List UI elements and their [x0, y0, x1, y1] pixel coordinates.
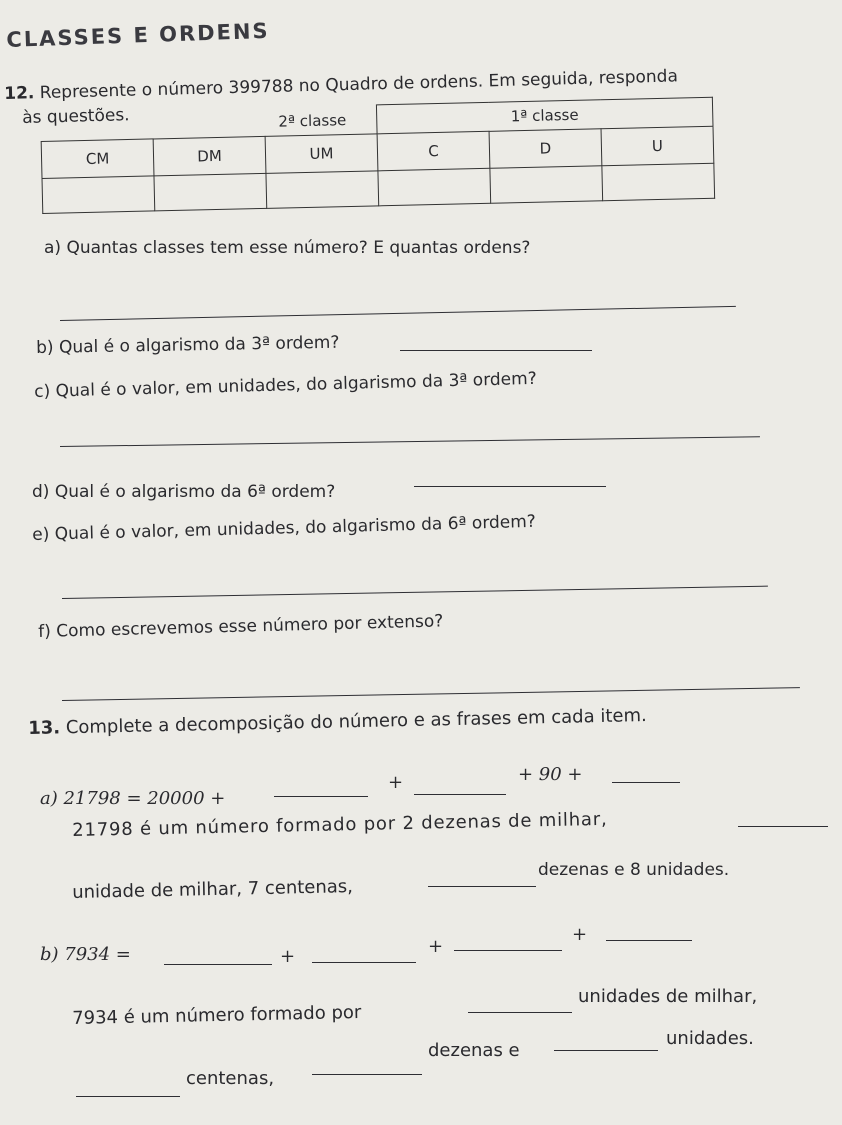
q13b-blank-6[interactable] — [76, 1096, 180, 1097]
q13b-blank-8[interactable] — [554, 1050, 658, 1051]
q13a-blank-5[interactable] — [428, 886, 536, 887]
class-header-2: 2ª classe — [41, 105, 378, 142]
q13a-blank-3[interactable] — [612, 782, 680, 783]
q13a-sentence-1: 21798 é um número formado por 2 dezenas de milhar, — [72, 808, 608, 841]
answer-line-e[interactable] — [62, 586, 768, 599]
answer-line-f[interactable] — [62, 687, 800, 701]
order-header-cm: CM — [41, 139, 154, 179]
answer-line-c[interactable] — [60, 436, 760, 447]
q12-item-b: b) Qual é o algarismo da 3ª ordem? — [36, 332, 340, 358]
q13a-sentence-2b: dezenas e 8 unidades. — [538, 860, 730, 880]
q12-number: 12. — [4, 83, 35, 104]
table-cell-d[interactable] — [490, 166, 603, 204]
q12-item-e: e) Qual é o valor, em unidades, do algarismo da 6ª ordem? — [32, 511, 537, 545]
table-cell-um[interactable] — [266, 171, 379, 209]
q13b-sentence-1a: 7934 é um número formado por — [72, 1001, 362, 1029]
answer-line-b[interactable] — [400, 350, 592, 351]
order-header-c: C — [377, 131, 490, 171]
q13a-plus-1: + — [388, 772, 404, 793]
table-cell-cm[interactable] — [42, 176, 155, 214]
q13b-sentence-2c: unidades. — [666, 1028, 754, 1049]
answer-line-a[interactable] — [60, 306, 736, 321]
q13b-blank-4[interactable] — [606, 940, 692, 941]
table-cell-c[interactable] — [378, 168, 491, 206]
order-header-dm: DM — [153, 136, 266, 176]
q13-number: 13. — [28, 717, 61, 739]
q13b-blank-2[interactable] — [312, 962, 416, 963]
q12-prompt-line2: às questões. — [22, 105, 130, 128]
q13a-blank-1[interactable] — [274, 796, 368, 797]
q13b-plus-3: + — [572, 924, 588, 945]
q13b-plus-2: + — [428, 936, 444, 957]
q13-prompt — [28, 705, 647, 739]
q13b-sentence-2b: dezenas e — [428, 1040, 520, 1061]
q13a-blank-2[interactable] — [414, 794, 506, 795]
q13a-sentence-2a: unidade de milhar, 7 centenas, — [72, 876, 354, 903]
q13-prompt-text: Complete a decomposição do número e as frases em cada item. — [65, 705, 647, 739]
q13b-sentence-2a: centenas, — [186, 1068, 275, 1089]
order-header-um: UM — [265, 134, 378, 174]
q13a-plus-90: + 90 + — [518, 764, 583, 785]
q13b-blank-1[interactable] — [164, 964, 272, 965]
q13a-blank-4[interactable] — [738, 826, 828, 827]
q13b-blank-5[interactable] — [468, 1012, 572, 1013]
q12-prompt-line1 — [4, 66, 678, 104]
order-header-u: U — [601, 126, 714, 166]
q12-item-a: a) Quantas classes tem esse número? E quantas ordens? — [40, 238, 534, 258]
table-cell-u[interactable] — [602, 163, 715, 201]
q13b-plus-1: + — [280, 946, 296, 967]
q13a-equation-start: a) 21798 = 20000 + — [40, 788, 226, 809]
table-cell-dm[interactable] — [154, 173, 267, 211]
q13b-blank-3[interactable] — [454, 950, 562, 951]
orders-table — [40, 97, 715, 214]
class-header-1: 1ª classe — [376, 97, 713, 134]
q13b-equation-start: b) 7934 = — [40, 944, 131, 965]
order-header-d: D — [489, 129, 602, 169]
q12-prompt-text: Represente o número 399788 no Quadro de ordens. Em seguida, responda — [39, 66, 679, 104]
q12-item-d: d) Qual é o algarismo da 6ª ordem? — [32, 482, 336, 502]
q12-item-f: f) Como escrevemos esse número por extenso? — [38, 611, 444, 642]
q13b-blank-7[interactable] — [312, 1074, 422, 1075]
q13b-sentence-1b: unidades de milhar, — [578, 986, 758, 1007]
q12-item-c: c) Qual é o valor, em unidades, do algarismo da 3ª ordem? — [34, 368, 537, 402]
section-title: CLASSES E ORDENS — [6, 18, 270, 52]
answer-line-d[interactable] — [414, 486, 606, 487]
